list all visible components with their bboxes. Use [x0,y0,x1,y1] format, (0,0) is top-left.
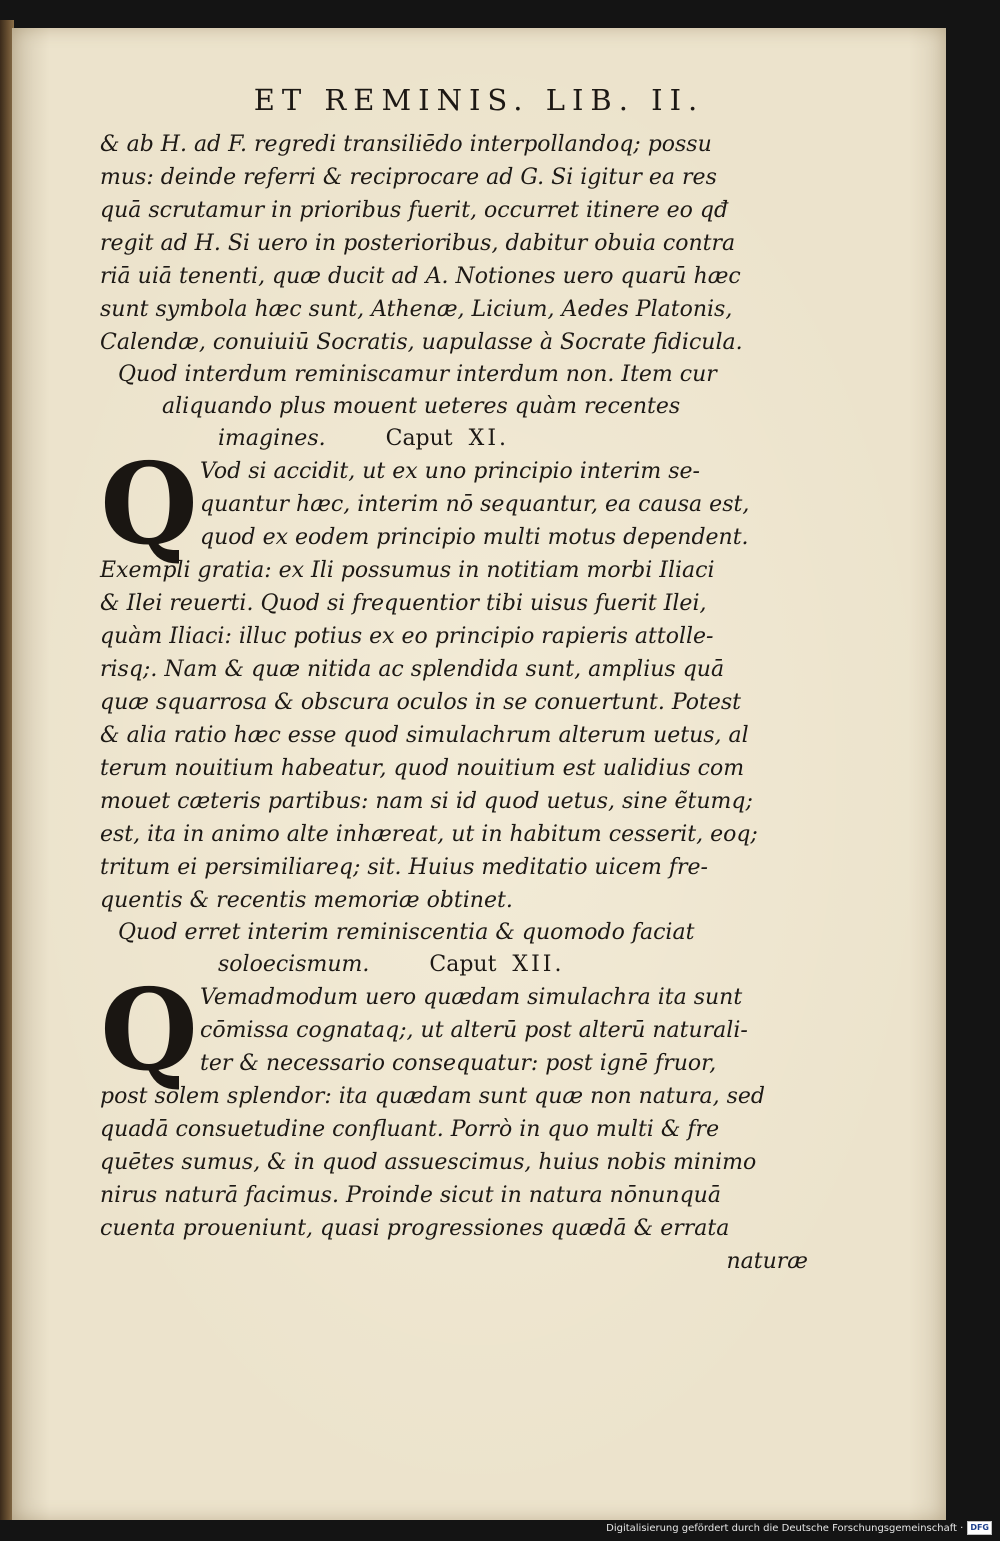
chapter-12-heading [100,917,860,981]
chapter-heading-line: aliquando plus mouent ueteres quàm recentes [162,394,681,419]
catchword: naturæ [726,1249,808,1274]
page-text [100,128,860,1278]
text-line: regit ad H. Si uero in posterioribus, dabitur obuia contra [100,231,736,256]
caput-number: XII. [512,952,565,977]
dfg-logo-icon: DFG [967,1521,992,1535]
text-line: quantur hæc, interim nō sequantur, ea causa est, [200,492,750,517]
chapter-number [429,949,564,981]
text-line: sunt symbola hæc sunt, Athenæ, Licium, Aedes Platonis, [100,297,733,322]
drop-cap-initial: Q [100,439,198,570]
text-line: cōmissa cognataq;, ut alterū post alterū naturali- [200,1018,748,1043]
credit-text: Digitalisierung gefördert durch die Deutsche Forschungsgemeinschaft · [606,1522,964,1534]
drop-cap-initial: Q [100,965,198,1096]
text-line: Vemadmodum uero quædam simulachra ita sunt [200,985,743,1010]
chapter-heading-line: Quod erret interim reminiscentia & quomodo faciat [118,920,695,945]
text-line: & Ilei reuerti. Quod si frequentior tibi uisus fuerit Ilei, [100,591,707,616]
text-line: ter & necessario consequatur: post ignē fruor, [200,1051,717,1076]
chapter-11-body [100,439,860,917]
text-line: quæ squarrosa & obscura oculos in se conuertunt. Potest [100,690,741,715]
caput-number: XI. [468,426,510,451]
chapter-heading-line [100,949,860,981]
chapter-12-body [100,965,860,1278]
caput-label: Caput [429,952,497,977]
text-line: est, ita in animo alte inhæreat, ut in habitum cesserit, eoq; [100,822,758,847]
text-line: Exempli gratia: ex Ili possumus in notitiam morbi Iliaci [100,558,715,583]
text-line: & ab H. ad F. regredi transiliēdo interpollandoq; possu [100,132,712,157]
text-line: nirus naturā facimus. Proinde sicut in natura nōnunquā [100,1183,721,1208]
text-line: quentis & recentis memoriæ obtinet. [100,888,513,913]
text-line: risq;. Nam & quæ nitida ac splendida sunt, amplius quā [100,657,725,682]
chapter-heading-line: Quod interdum reminiscamur interdum non. Item cur [118,362,717,387]
text-line: riā uiā tenenti, quæ ducit ad A. Notiones uero quarū hæc [100,264,741,289]
text-line: Calendæ, conuiuiū Socratis, uapulasse à Socrate fidicula. [100,330,743,355]
chapter-heading-text: imagines. [218,426,326,451]
chapter-heading-text: soloecismum. [218,952,370,977]
text-line: quadā consuetudine confluant. Porrò in quo multi & fre [100,1117,720,1142]
text-line: & alia ratio hæc esse quod simulachrum alterum uetus, al [100,723,749,748]
text-line: quā scrutamur in prioribus fuerit, occurret itinere eo qđ [100,198,729,223]
text-line: quod ex eodem principio multi motus dependent. [200,525,749,550]
text-line: quētes sumus, & in quod assuescimus, huius nobis minimo [100,1150,757,1175]
text-line: cuenta proueniunt, quasi progressiones quædā & errata [100,1216,730,1241]
book-page [12,28,946,1520]
text-line: tritum ei persimiliareq; sit. Huius meditatio uicem fre- [100,855,708,880]
chapter-11-heading [100,359,860,455]
block-continuation [100,128,860,359]
text-line: quàm Iliaci: illuc potius ex eo principio rapieris attolle- [100,624,714,649]
running-head: ET REMINIS. LIB. II. [253,83,705,117]
chapter-heading-line [100,423,860,455]
text-line: Vod si accidit, ut ex uno principio interim se- [200,459,700,484]
caput-label: Caput [385,426,453,451]
chapter-number [386,423,509,455]
digitization-credit [606,1521,992,1535]
text-line: mouet cæteris partibus: nam si id quod uetus, sine ẽtumq; [100,789,753,814]
text-line: post solem splendor: ita quædam sunt quæ non natura, sed [100,1084,765,1109]
text-line: mus: deinde referri & reciprocare ad G. Si igitur ea res [100,165,717,190]
text-line: terum nouitium habeatur, quod nouitium est ualidius com [100,756,745,781]
